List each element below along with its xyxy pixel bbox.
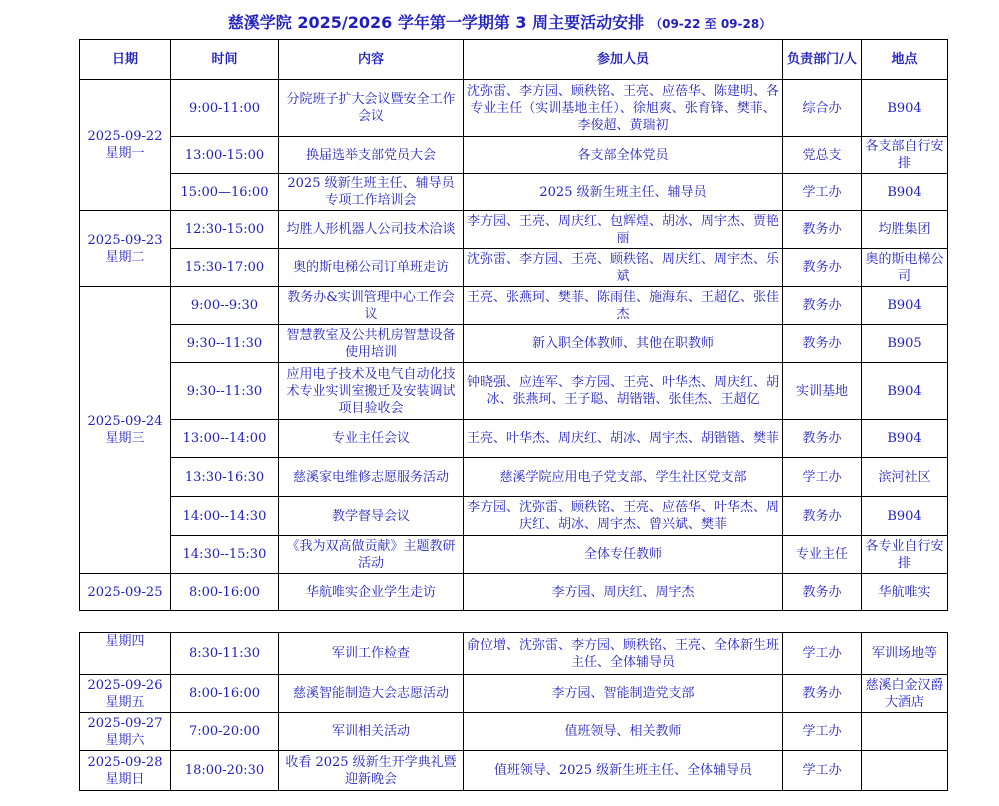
content-cell: 换届选举支部党员大会 (279, 137, 464, 174)
table-row (80, 751, 948, 791)
time-cell: 8:00-16:00 (171, 675, 279, 713)
dept-cell: 教务办 (783, 497, 862, 536)
dept-cell: 教务办 (783, 675, 862, 713)
time-cell: 12:30-15:00 (171, 211, 279, 249)
content-cell: 分院班子扩大会议暨安全工作会议 (279, 80, 464, 137)
dept-cell: 学工办 (783, 633, 862, 675)
time-cell: 9:30--11:30 (171, 325, 279, 363)
content-cell: 专业主任会议 (279, 420, 464, 458)
dept-cell: 实训基地 (783, 363, 862, 420)
header-content: 内容 (279, 40, 464, 80)
people-cell: 慈溪学院应用电子党支部、学生社区党支部 (464, 458, 783, 497)
date-cell: 2025-09-24 星期三 (80, 287, 171, 574)
place-cell: 华航唯实 (862, 574, 948, 611)
people-cell: 王亮、张燕珂、樊菲、陈雨佳、施海东、王超亿、张佳杰 (464, 287, 783, 325)
people-cell: 俞位增、沈弥雷、李方园、顾秩铭、王亮、全体新生班主任、全体辅导员 (464, 633, 783, 675)
dept-cell: 专业主任 (783, 536, 862, 574)
place-cell: 各支部自行安排 (862, 137, 948, 174)
dept-cell: 教务办 (783, 211, 862, 249)
table-row (80, 137, 948, 174)
place-cell: 奥的斯电梯公司 (862, 249, 948, 287)
time-cell: 9:00--9:30 (171, 287, 279, 325)
table-row (80, 211, 948, 249)
content-cell: 军训工作检查 (279, 633, 464, 675)
people-cell: 各支部全体党员 (464, 137, 783, 174)
date-cell: 2025-09-25 (80, 574, 171, 611)
table-row (80, 80, 948, 137)
place-cell: 慈溪白金汉爵大酒店 (862, 675, 948, 713)
place-cell: B905 (862, 325, 948, 363)
people-cell: 李方园、周庆红、周宇杰 (464, 574, 783, 611)
header-people: 参加人员 (464, 40, 783, 80)
content-cell: 收看 2025 级新生开学典礼暨迎新晚会 (279, 751, 464, 791)
place-cell: B904 (862, 497, 948, 536)
time-cell: 8:30-11:30 (171, 633, 279, 675)
page-title (0, 10, 999, 33)
table-row (80, 633, 948, 675)
people-cell: 李方园、沈弥雷、顾秩铭、王亮、应蓓华、叶华杰、周庆红、胡冰、周宇杰、曾兴斌、樊菲 (464, 497, 783, 536)
title-main: 慈溪学院 2025/2026 学年第一学期第 3 周主要活动安排 (227, 13, 645, 32)
content-cell: 应用电子技术及电气自动化技术专业实训室搬迁及安装调试项目验收会 (279, 363, 464, 420)
time-cell: 8:00-16:00 (171, 574, 279, 611)
place-cell: 均胜集团 (862, 211, 948, 249)
people-cell: 沈弥雷、李方园、王亮、顾秩铭、周庆红、周宇杰、乐斌 (464, 249, 783, 287)
dept-cell: 教务办 (783, 420, 862, 458)
content-cell: 奥的斯电梯公司订单班走访 (279, 249, 464, 287)
time-cell: 9:00-11:00 (171, 80, 279, 137)
date-cell: 2025-09-27 星期六 (80, 713, 171, 751)
date-cell: 2025-09-22 星期一 (80, 80, 171, 211)
time-cell: 14:00--14:30 (171, 497, 279, 536)
place-cell: B904 (862, 420, 948, 458)
header-row (80, 40, 948, 80)
table-row (80, 363, 948, 420)
time-cell: 13:00--14:00 (171, 420, 279, 458)
people-cell: 沈弥雷、李方园、顾秩铭、王亮、应蓓华、陈建明、各专业主任（实训基地主任）、徐旭爽、张育锋、樊菲、李俊超、黄瑞初 (464, 80, 783, 137)
place-cell: 滨河社区 (862, 458, 948, 497)
place-cell (862, 713, 948, 751)
dept-cell: 教务办 (783, 287, 862, 325)
time-cell: 7:00-20:00 (171, 713, 279, 751)
people-cell: 2025 级新生班主任、辅导员 (464, 174, 783, 211)
people-cell: 新入职全体教师、其他在职教师 (464, 325, 783, 363)
content-cell: 智慧教室及公共机房智慧设备使用培训 (279, 325, 464, 363)
dept-cell: 学工办 (783, 751, 862, 791)
table-row (80, 174, 948, 211)
content-cell: 《我为双高做贡献》主题教研活动 (279, 536, 464, 574)
content-cell: 军训相关活动 (279, 713, 464, 751)
date-cell: 2025-09-28 星期日 (80, 751, 171, 791)
table-row (80, 574, 948, 611)
schedule-table-continued (79, 632, 948, 791)
place-cell: 各专业自行安排 (862, 536, 948, 574)
people-cell: 值班领导、相关教师 (464, 713, 783, 751)
content-cell: 教务办&实训管理中心工作会议 (279, 287, 464, 325)
time-cell: 9:30--11:30 (171, 363, 279, 420)
date-cell: 星期四 (80, 633, 171, 675)
dept-cell: 教务办 (783, 574, 862, 611)
people-cell: 钟晓强、应连军、李方园、王亮、叶华杰、周庆红、胡冰、张燕珂、王子聪、胡锴锴、张佳杰、王超亿 (464, 363, 783, 420)
table-row (80, 497, 948, 536)
table-row (80, 458, 948, 497)
header-date: 日期 (80, 40, 171, 80)
dept-cell: 学工办 (783, 713, 862, 751)
header-dept: 负责部门/人 (783, 40, 862, 80)
table-row (80, 675, 948, 713)
title-range: （09-22 至 09-28） (650, 17, 772, 31)
content-cell: 慈溪智能制造大会志愿活动 (279, 675, 464, 713)
time-cell: 13:00-15:00 (171, 137, 279, 174)
content-cell: 均胜人形机器人公司技术洽谈 (279, 211, 464, 249)
table-row (80, 249, 948, 287)
time-cell: 15:30-17:00 (171, 249, 279, 287)
time-cell: 14:30--15:30 (171, 536, 279, 574)
dept-cell: 教务办 (783, 249, 862, 287)
people-cell: 全体专任教师 (464, 536, 783, 574)
date-cell: 2025-09-26 星期五 (80, 675, 171, 713)
place-cell: B904 (862, 174, 948, 211)
place-cell: 军训场地等 (862, 633, 948, 675)
people-cell: 李方园、智能制造党支部 (464, 675, 783, 713)
place-cell: B904 (862, 80, 948, 137)
place-cell: B904 (862, 287, 948, 325)
content-cell: 教学督导会议 (279, 497, 464, 536)
dept-cell: 学工办 (783, 174, 862, 211)
people-cell: 李方园、王亮、周庆红、包辉煌、胡冰、周宇杰、贾艳丽 (464, 211, 783, 249)
time-cell: 15:00—16:00 (171, 174, 279, 211)
content-cell: 华航唯实企业学生走访 (279, 574, 464, 611)
table-row (80, 420, 948, 458)
header-place: 地点 (862, 40, 948, 80)
dept-cell: 党总支 (783, 137, 862, 174)
table-row (80, 713, 948, 751)
dept-cell: 教务办 (783, 325, 862, 363)
time-cell: 13:30-16:30 (171, 458, 279, 497)
people-cell: 王亮、叶华杰、周庆红、胡冰、周宇杰、胡锴锴、樊菲 (464, 420, 783, 458)
table-row (80, 287, 948, 325)
time-cell: 18:00-20:30 (171, 751, 279, 791)
header-time: 时间 (171, 40, 279, 80)
schedule-table (79, 39, 948, 611)
content-cell: 慈溪家电维修志愿服务活动 (279, 458, 464, 497)
place-cell (862, 751, 948, 791)
table-row (80, 325, 948, 363)
place-cell: B904 (862, 363, 948, 420)
date-cell: 2025-09-23 星期二 (80, 211, 171, 287)
people-cell: 值班领导、2025 级新生班主任、全体辅导员 (464, 751, 783, 791)
dept-cell: 综合办 (783, 80, 862, 137)
dept-cell: 学工办 (783, 458, 862, 497)
table-row (80, 536, 948, 574)
content-cell: 2025 级新生班主任、辅导员专项工作培训会 (279, 174, 464, 211)
